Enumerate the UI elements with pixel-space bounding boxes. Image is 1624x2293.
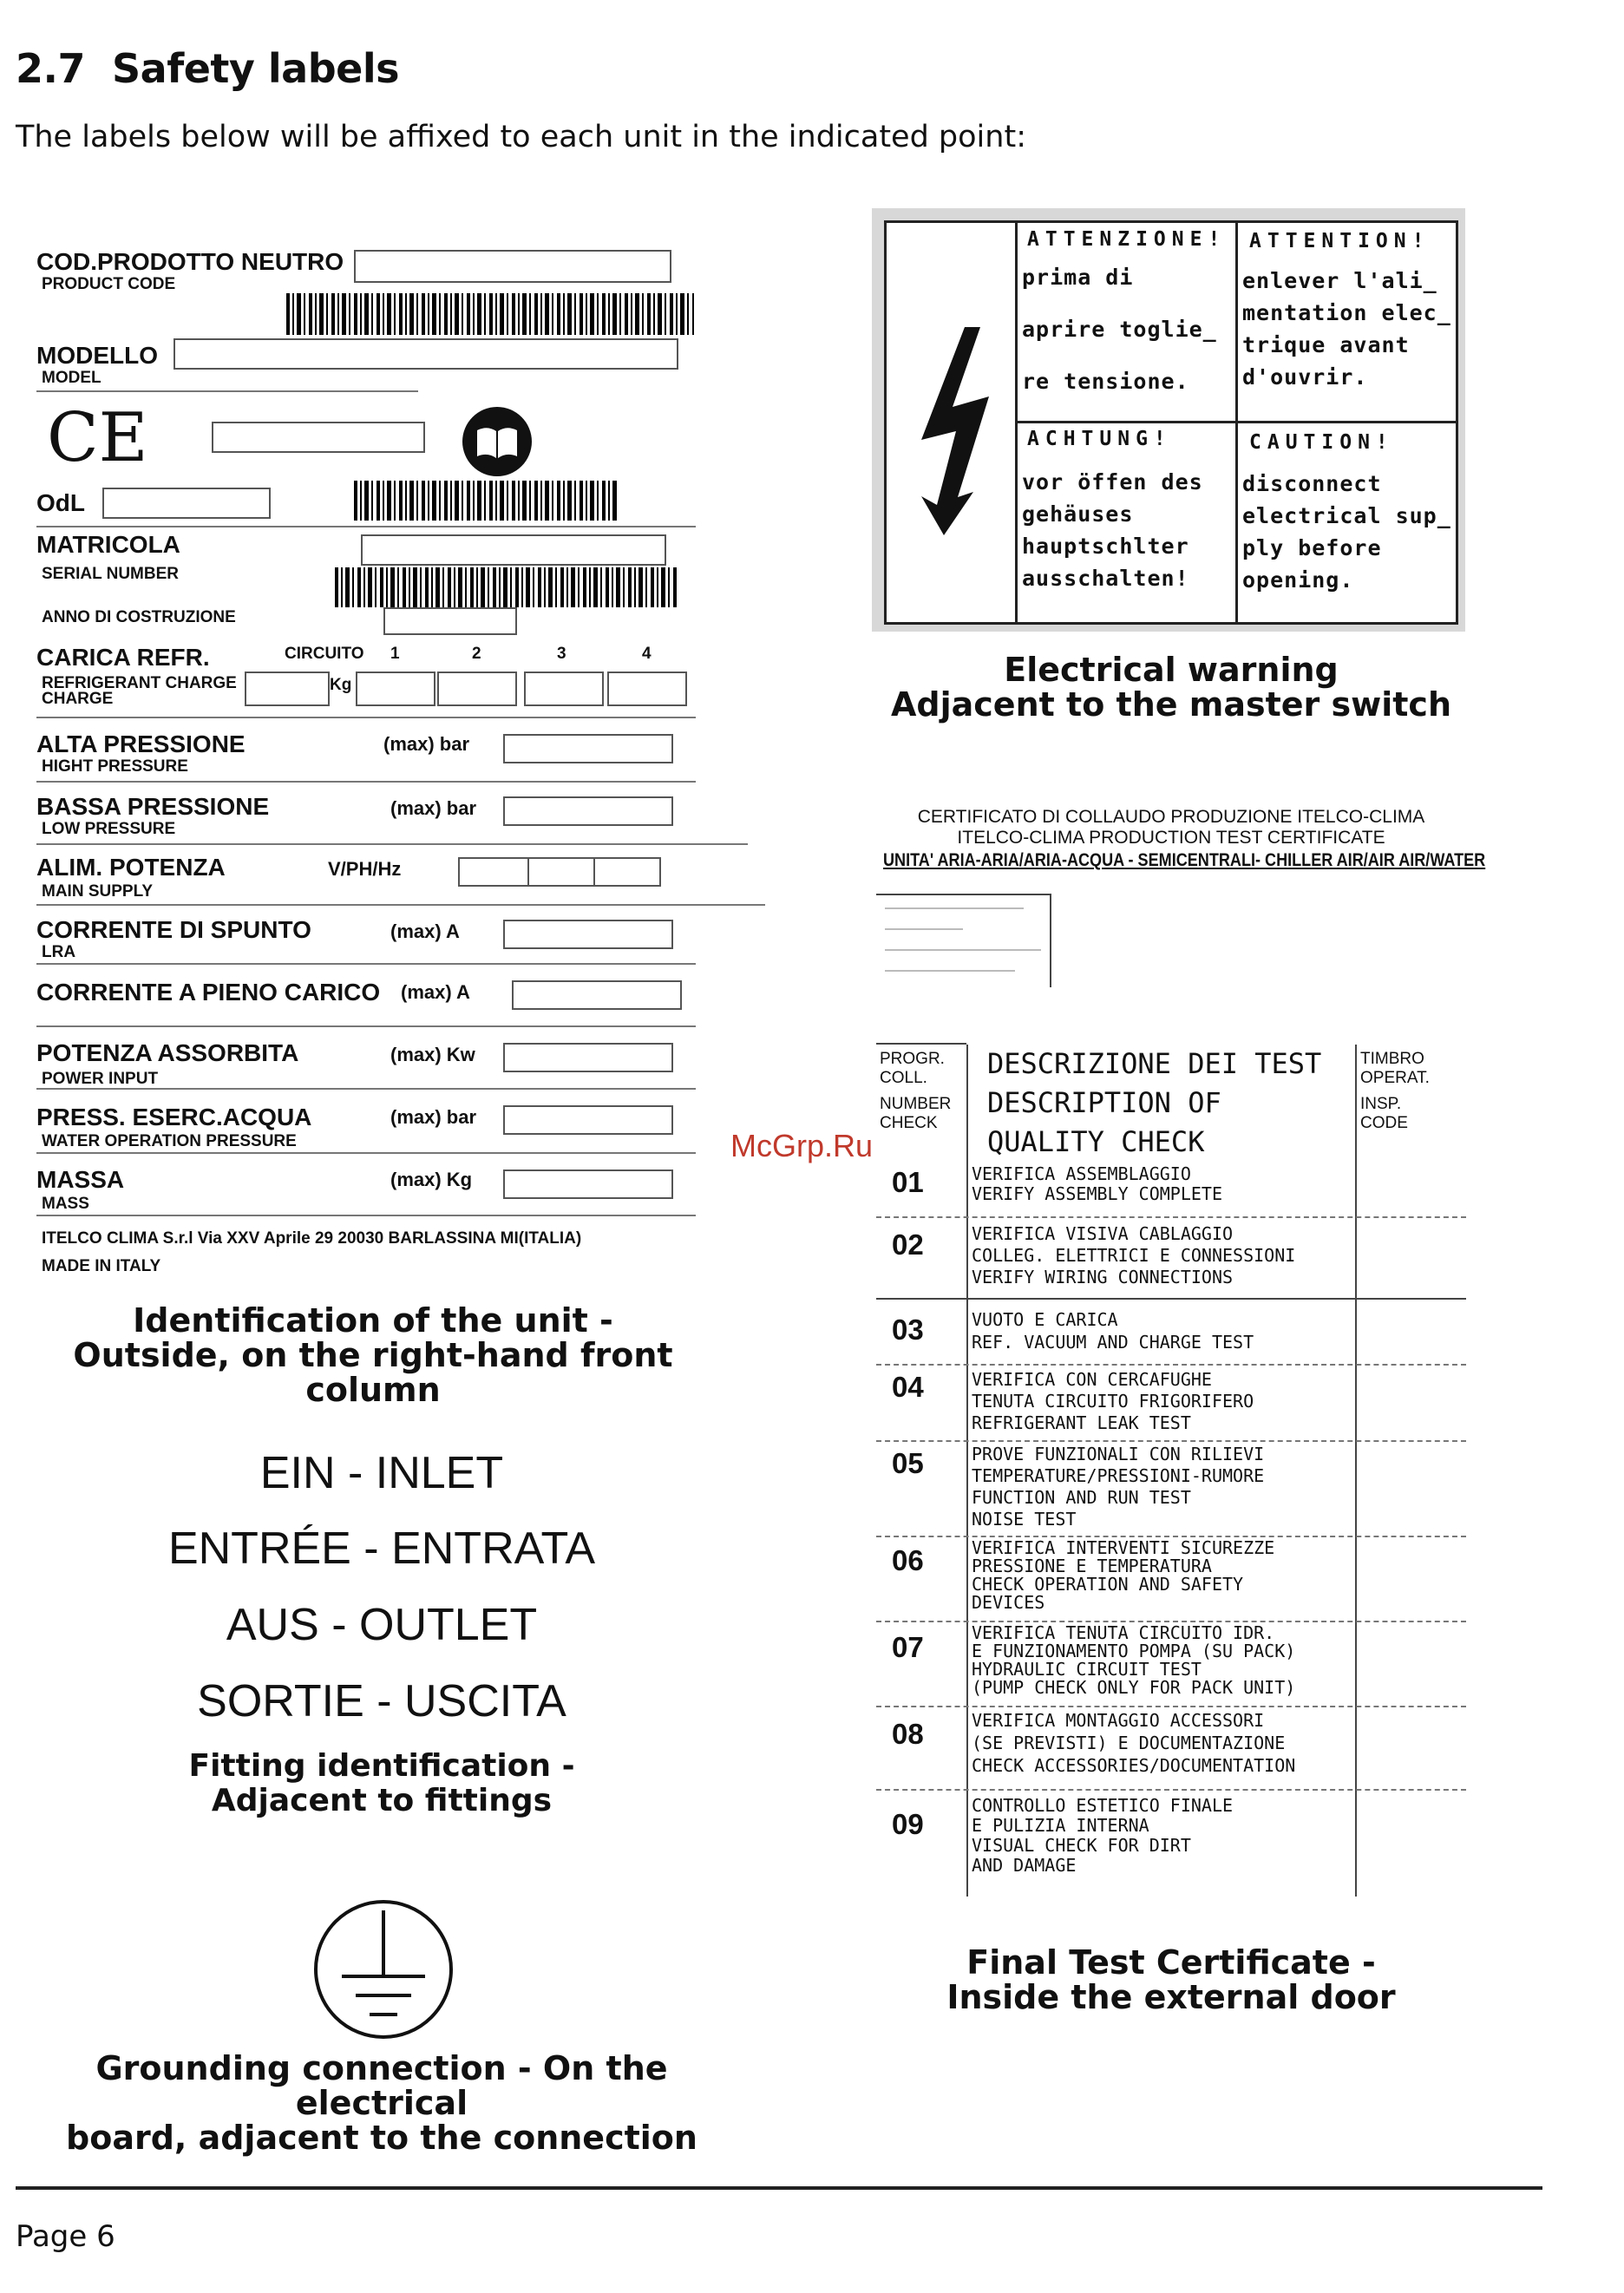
caption-line: Grounding connection - On the electrical bbox=[95, 2049, 668, 2122]
certificate-row bbox=[876, 1792, 1466, 1888]
label-high-pressure-sub: HIGHT PRESSURE bbox=[42, 757, 188, 776]
ce-field bbox=[212, 422, 425, 453]
warning-line: gehäuses bbox=[1022, 501, 1134, 527]
made-in-italy: MADE IN ITALY bbox=[42, 1257, 161, 1275]
unit-full-load-current: (max) A bbox=[401, 981, 470, 1003]
caption-line: Electrical warning bbox=[1004, 651, 1339, 689]
caption-fittings bbox=[26, 1749, 737, 1818]
caption-line: Adjacent to fittings bbox=[211, 1783, 553, 1818]
circuit-number: 1 bbox=[390, 645, 400, 663]
circuit-number: 2 bbox=[472, 645, 481, 663]
col-header-line: CODE bbox=[1360, 1114, 1408, 1132]
certificate-small-block bbox=[885, 899, 1058, 977]
check-description: VERIFICA CON CERCAFUGHE TENUTA CIRCUITO FRIGORIFERO REFRIGERANT LEAK TEST bbox=[972, 1369, 1254, 1433]
check-number: 03 bbox=[892, 1314, 924, 1346]
low-pressure-field bbox=[503, 796, 673, 826]
certificate-row bbox=[876, 1367, 1466, 1440]
certificate-row bbox=[876, 1539, 1466, 1621]
label-lra: CORRENTE DI SPUNTO bbox=[36, 916, 311, 943]
high-pressure-field bbox=[503, 734, 673, 763]
model-field bbox=[174, 338, 678, 370]
lra-field bbox=[503, 920, 673, 949]
label-refrigerant-sub2: CHARGE bbox=[42, 690, 114, 708]
certificate-border bbox=[1050, 894, 1051, 987]
unit-main-supply: V/PH/Hz bbox=[328, 858, 402, 880]
col-header-line: TIMBRO bbox=[1360, 1050, 1424, 1068]
check-description: PROVE FUNZIONALI CON RILIEVI TEMPERATURE/PRESSIONI-RUMORE FUNCTION AND RUN TEST NOISE TEST bbox=[972, 1444, 1265, 1530]
intro-text: The labels below will be affixed to each unit in the indicated point: bbox=[16, 120, 1026, 154]
check-number: 09 bbox=[892, 1808, 924, 1840]
col-header-line: NUMBER bbox=[880, 1095, 952, 1113]
section-title: 2.7 Safety labels bbox=[16, 45, 399, 92]
col-header-line: PROGR. bbox=[880, 1050, 945, 1068]
warning-line: aprire toglie_ bbox=[1022, 317, 1217, 342]
label-product-code: COD.PRODOTTO NEUTRO bbox=[36, 248, 344, 275]
check-number: 06 bbox=[892, 1544, 924, 1576]
label-full-load-current: CORRENTE A PIENO CARICO bbox=[36, 979, 381, 1006]
unit-low-pressure: (max) bar bbox=[390, 797, 477, 819]
ce-mark-icon: CE bbox=[47, 399, 148, 477]
warning-text-en bbox=[1242, 468, 1451, 596]
check-description: CONTROLLO ESTETICO FINALE E PULIZIA INTERNA VISUAL CHECK FOR DIRT AND DAMAGE bbox=[972, 1795, 1234, 1876]
power-input-field bbox=[503, 1043, 673, 1072]
test-certificate bbox=[876, 807, 1486, 1900]
label-main-supply: ALIM. POTENZA bbox=[36, 854, 226, 881]
warning-line: ply before bbox=[1242, 535, 1382, 560]
divider bbox=[36, 963, 696, 965]
ground-icon bbox=[312, 1898, 455, 2041]
warning-grid-h bbox=[1015, 421, 1456, 423]
certificate-row bbox=[876, 1709, 1466, 1787]
serial-field bbox=[361, 534, 666, 566]
label-low-pressure: BASSA PRESSIONE bbox=[36, 793, 270, 820]
supply-divider bbox=[593, 857, 595, 887]
watermark: McGrp.Ru bbox=[730, 1128, 874, 1163]
divider bbox=[36, 526, 696, 527]
unit-water-pressure: (max) bar bbox=[390, 1106, 477, 1128]
serial-barcode bbox=[335, 567, 678, 607]
warning-line: d'ouvrir. bbox=[1242, 364, 1368, 390]
divider bbox=[36, 781, 696, 783]
certificate-rule bbox=[876, 1043, 966, 1045]
check-number: 04 bbox=[892, 1371, 924, 1403]
col-stamp-header bbox=[1360, 1050, 1430, 1133]
check-description: VERIFICA ASSEMBLAGGIO VERIFY ASSEMBLY COMPLETE bbox=[972, 1163, 1222, 1204]
row-divider bbox=[876, 1706, 1466, 1707]
col-header-line: QUALITY CHECK bbox=[987, 1125, 1205, 1158]
label-circuito: CIRCUITO bbox=[285, 645, 364, 663]
full-load-field bbox=[512, 980, 682, 1010]
check-description: VERIFICA TENUTA CIRCUITO IDR. E FUNZIONAMENTO POMPA (SU PACK) HYDRAULIC CIRCUIT TEST (PUMP CHECK ONLY FOR PACK UNIT) bbox=[972, 1622, 1296, 1698]
unit-high-pressure: (max) bar bbox=[383, 733, 470, 755]
divider bbox=[36, 390, 418, 392]
check-number: 08 bbox=[892, 1718, 924, 1750]
divider bbox=[36, 843, 748, 845]
caption-line: Fitting identification - bbox=[188, 1748, 575, 1784]
lightning-icon bbox=[904, 327, 999, 535]
check-description: VUOTO E CARICA REF. VACUUM AND CHARGE TEST bbox=[972, 1309, 1254, 1353]
certificate-title-it: CERTIFICATO DI COLLAUDO PRODUZIONE ITELCO-CLIMA bbox=[917, 807, 1425, 827]
unit-power-input: (max) Kw bbox=[390, 1044, 475, 1065]
footer-rule bbox=[16, 2186, 1542, 2190]
caption-final-test bbox=[872, 1945, 1470, 2015]
certificate-title-en: ITELCO-CLIMA PRODUCTION TEST CERTIFICATE bbox=[957, 828, 1385, 848]
row-divider bbox=[876, 1298, 1466, 1300]
circuit-field bbox=[607, 672, 687, 706]
circuit-number: 4 bbox=[642, 645, 652, 663]
caption-line: Final Test Certificate - bbox=[966, 1943, 1376, 1982]
identification-label bbox=[26, 234, 755, 1275]
product-code-barcode bbox=[286, 293, 694, 335]
warning-line: hauptschlter bbox=[1022, 534, 1189, 559]
check-number: 07 bbox=[892, 1631, 924, 1663]
fitting-outlet: AUS - OUTLET bbox=[226, 1600, 538, 1650]
warning-line: ausschalten! bbox=[1022, 566, 1189, 591]
caption-line: Identification of the unit - bbox=[133, 1301, 613, 1340]
warning-head-it: ATTENZIONE! bbox=[1027, 228, 1227, 251]
unit-lra: (max) A bbox=[390, 920, 460, 942]
charge-field bbox=[245, 672, 330, 706]
warning-line: opening. bbox=[1242, 567, 1354, 593]
warning-line: vor öffen des bbox=[1022, 469, 1203, 495]
label-model-sub: MODEL bbox=[42, 369, 102, 387]
col-desc-header bbox=[987, 1046, 1321, 1159]
label-lra-sub: LRA bbox=[42, 943, 76, 961]
label-high-pressure: ALTA PRESSIONE bbox=[36, 730, 246, 757]
divider bbox=[36, 1025, 696, 1027]
label-water-pressure: PRESS. ESERC.ACQUA bbox=[36, 1104, 312, 1130]
warning-inner bbox=[884, 220, 1458, 625]
label-water-pressure-sub: WATER OPERATION PRESSURE bbox=[42, 1132, 297, 1150]
col-header-line: DESCRIZIONE DEI TEST bbox=[987, 1047, 1322, 1080]
warning-head-en: CAUTION! bbox=[1249, 431, 1394, 454]
certificate-row bbox=[876, 1624, 1466, 1706]
mass-field bbox=[503, 1169, 673, 1199]
manual-book-icon bbox=[460, 404, 534, 479]
caption-line: board, adjacent to the connection bbox=[66, 2119, 697, 2157]
warning-line: prima di bbox=[1022, 265, 1134, 290]
warning-line: re tensione. bbox=[1022, 369, 1189, 394]
divider bbox=[36, 1215, 696, 1216]
certificate-row bbox=[876, 1220, 1466, 1298]
warning-text-fr bbox=[1242, 265, 1451, 393]
row-divider bbox=[876, 1440, 1466, 1442]
certificate-row bbox=[876, 1444, 1466, 1534]
divider bbox=[36, 1088, 696, 1090]
certificate-unit-types: UNITA' ARIA-ARIA/ARIA-ACQUA - SEMICENTRALI- CHILLER AIR/AIR AIR/WATER bbox=[883, 850, 1486, 870]
caption-ground bbox=[26, 2051, 737, 2155]
odl-barcode bbox=[354, 481, 619, 521]
col-header-line: DESCRIPTION OF bbox=[987, 1086, 1221, 1119]
label-low-pressure-sub: LOW PRESSURE bbox=[42, 820, 176, 838]
col-progr-header bbox=[880, 1050, 951, 1133]
col-header-line: OPERAT. bbox=[1360, 1069, 1430, 1087]
label-odl: OdL bbox=[36, 489, 85, 516]
warning-head-fr: ATTENTION! bbox=[1249, 230, 1431, 252]
label-product-code-sub: PRODUCT CODE bbox=[42, 275, 176, 293]
certificate-border bbox=[876, 894, 1051, 895]
label-power-input: POTENZA ASSORBITA bbox=[36, 1039, 299, 1066]
caption-line: Outside, on the right-hand front column bbox=[73, 1336, 673, 1409]
row-divider bbox=[876, 1789, 1466, 1791]
label-kg: Kg bbox=[330, 676, 352, 694]
caption-electrical bbox=[872, 652, 1470, 722]
check-description: VERIFICA MONTAGGIO ACCESSORI (SE PREVISTI) E DOCUMENTAZIONE CHECK ACCESSORIES/DOCUMENTATION bbox=[972, 1710, 1296, 1776]
warning-line: trique avant bbox=[1242, 332, 1410, 357]
manufacturer-address: ITELCO CLIMA S.r.l Via XXV Aprile 29 20030 BARLASSINA MI(ITALIA) bbox=[42, 1229, 582, 1248]
product-code-field bbox=[354, 250, 671, 283]
check-number: 01 bbox=[892, 1166, 924, 1198]
fitting-entree: ENTRÉE - ENTRATA bbox=[167, 1523, 596, 1574]
circuit-field bbox=[437, 672, 517, 706]
warning-head-de: ACHTUNG! bbox=[1027, 428, 1172, 450]
divider bbox=[36, 717, 696, 718]
certificate-row bbox=[876, 1161, 1466, 1222]
unit-mass: (max) Kg bbox=[390, 1169, 473, 1190]
label-mass: MASSA bbox=[36, 1166, 125, 1193]
row-divider bbox=[876, 1216, 1466, 1218]
divider bbox=[36, 904, 765, 906]
check-number: 05 bbox=[892, 1447, 924, 1479]
label-serial-sub: SERIAL NUMBER bbox=[42, 565, 179, 583]
label-serial: MATRICOLA bbox=[36, 531, 180, 558]
circuit-field bbox=[356, 672, 435, 706]
label-mass-sub: MASS bbox=[42, 1195, 89, 1213]
warning-line: enlever l'ali_ bbox=[1242, 268, 1437, 293]
check-number: 02 bbox=[892, 1228, 924, 1261]
label-refrigerant-sub: REFRIGERANT CHARGE bbox=[42, 674, 237, 692]
fitting-inlet: EIN - INLET bbox=[259, 1448, 504, 1498]
label-year: ANNO DI COSTRUZIONE bbox=[42, 608, 236, 626]
warning-line: disconnect bbox=[1242, 471, 1382, 496]
certificate-row bbox=[876, 1301, 1466, 1362]
warning-line: electrical sup_ bbox=[1242, 503, 1451, 528]
circuit-number: 3 bbox=[557, 645, 566, 663]
warning-text-it bbox=[1022, 261, 1217, 397]
warning-line: mentation elec_ bbox=[1242, 300, 1451, 325]
col-header-line: CHECK bbox=[880, 1114, 938, 1132]
row-divider bbox=[876, 1364, 1466, 1366]
col-header-line: INSP. bbox=[1360, 1095, 1402, 1113]
label-main-supply-sub: MAIN SUPPLY bbox=[42, 882, 154, 901]
odl-field bbox=[102, 488, 271, 519]
check-description: VERIFICA VISIVA CABLAGGIO COLLEG. ELETTRICI E CONNESSIONI VERIFY WIRING CONNECTIONS bbox=[972, 1223, 1296, 1287]
caption-identification bbox=[26, 1303, 720, 1407]
fitting-sortie: SORTIE - USCITA bbox=[197, 1676, 566, 1726]
label-power-input-sub: POWER INPUT bbox=[42, 1070, 159, 1088]
supply-field bbox=[458, 857, 661, 887]
col-header-line: COLL. bbox=[880, 1069, 927, 1087]
circuit-field bbox=[524, 672, 604, 706]
label-model: MODELLO bbox=[36, 342, 158, 369]
warning-text-de bbox=[1022, 466, 1203, 594]
check-description: VERIFICA INTERVENTI SICUREZZE PRESSIONE E TEMPERATURA CHECK OPERATION AND SAFETY DEVICES bbox=[972, 1537, 1275, 1613]
label-refrigerant: CARICA REFR. bbox=[36, 644, 210, 671]
supply-divider bbox=[527, 857, 529, 887]
divider bbox=[36, 1152, 696, 1154]
caption-line: Adjacent to the master switch bbox=[891, 685, 1451, 724]
water-pressure-field bbox=[503, 1105, 673, 1135]
caption-line: Inside the external door bbox=[946, 1978, 1396, 2016]
page-number: Page 6 bbox=[16, 2219, 115, 2254]
year-field bbox=[383, 607, 517, 635]
